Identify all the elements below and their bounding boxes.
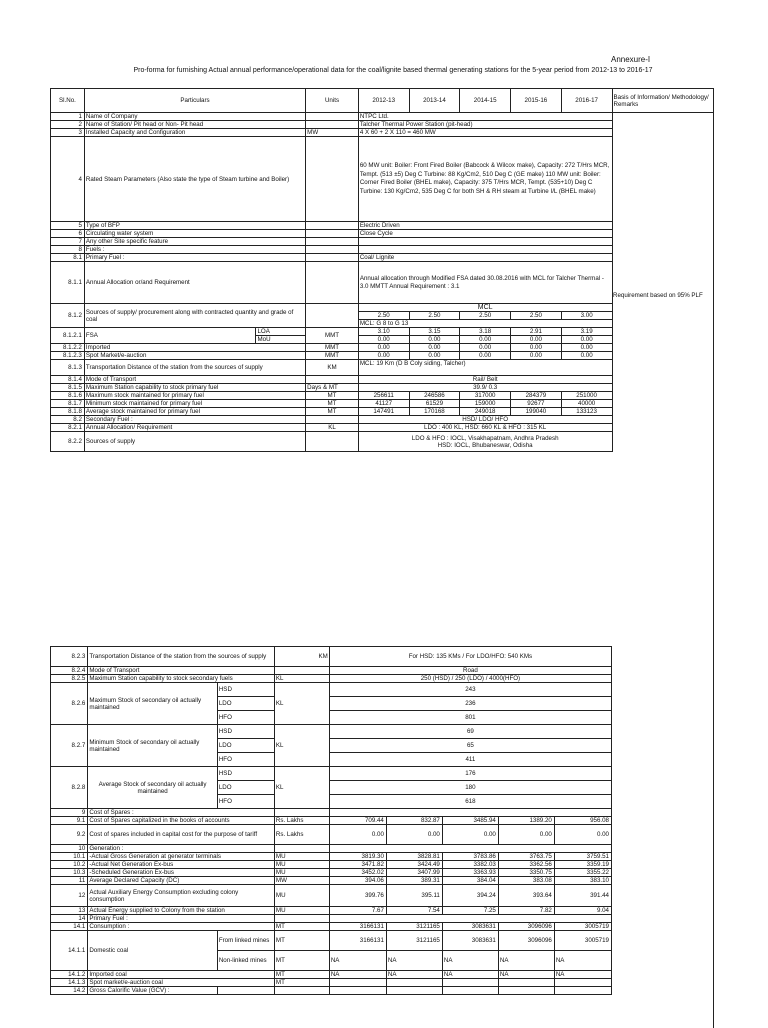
row-label: Primary Fuel :: [88, 915, 275, 923]
row-sl: 14: [51, 915, 88, 923]
cell: 40000: [561, 400, 612, 408]
row-unit: KM: [306, 360, 359, 376]
cell: 709.44: [329, 817, 386, 825]
cell: 3828.81: [386, 853, 442, 861]
row-sl: 8.1.7: [51, 400, 85, 408]
row-sl: 8.1.1: [51, 262, 85, 304]
sub-label: HFO: [217, 795, 274, 809]
cell: 395.11: [386, 885, 442, 907]
remark-requirement-basis: Requirement based on 95% PLF: [613, 292, 703, 299]
row-value: Rail/ Belt: [358, 376, 612, 384]
cell: 3363.93: [442, 869, 498, 877]
cell: 133123: [561, 408, 612, 416]
row-sl: 8.2.3: [51, 647, 88, 667]
sub-label: LDO: [217, 697, 274, 711]
row-value: Coal/ Lignite: [358, 254, 612, 262]
row-sl: 12: [51, 885, 88, 907]
row-label: Gross Calorific Value (GCV) :: [88, 987, 218, 995]
cell: 249018: [460, 408, 511, 416]
row-label: Domestic coal: [88, 931, 218, 971]
cell: 956.08: [554, 817, 611, 825]
cell: NA: [554, 951, 611, 971]
cell: 256611: [358, 392, 409, 400]
cell: 0.00: [511, 352, 562, 360]
cell: NA: [329, 951, 386, 971]
cell: 159000: [460, 400, 511, 408]
row-unit: [306, 262, 359, 304]
row-sl: 7: [51, 238, 85, 246]
row-label: Sources of supply: [84, 432, 305, 452]
row-unit: MU: [274, 853, 329, 861]
cell: 3355.22: [554, 869, 611, 877]
cell: NA: [498, 971, 554, 979]
row-value: NTPC Ltd.: [358, 113, 612, 121]
cell: 391.44: [554, 885, 611, 907]
row-sl: 1: [51, 113, 85, 121]
row-unit: [306, 137, 359, 222]
row-label: Secondary Fuel :: [84, 416, 305, 424]
cell: 170168: [409, 408, 460, 416]
header-year-4: 2015-16: [511, 89, 562, 113]
cell: 3350.75: [498, 869, 554, 877]
row-label: Maximum stock maintained for primary fuel: [84, 392, 305, 400]
row-label: Primary Fuel :: [84, 254, 305, 262]
row-unit: KL: [274, 683, 329, 725]
row-sl: 10.2: [51, 861, 88, 869]
row-label: Imported coal: [88, 971, 275, 979]
row-unit: [306, 238, 359, 246]
cell: 3166131: [329, 923, 386, 931]
cell: 1389.20: [498, 817, 554, 825]
row-value: 60 MW unit: Boiler: Front Fired Boiler (Babcock & Wilcox make), Capacity: 272 T/Hrs MCR, Tempt. (513 ±5) Deg C Turbine: 88 Kg/Cm2, 510 Deg C (GE make) 110 MW unit: Boiler: Corner Fired Boiler (BHEL make), Capacity: 375 T/Hrs MCR, Tempt. (535+10) Deg C Turbine: 130 Kg/Cm2, 535 Deg C for both SH & RH steam at Turbine I/L (BHEL make): [358, 137, 612, 222]
row-sl: 13: [51, 907, 88, 915]
cell: 3759.51: [554, 853, 611, 861]
row-label: Average Stock of secondary oil actually maintained: [88, 767, 218, 809]
cell: 3121165: [386, 931, 442, 951]
performance-table-part-2: [50, 646, 612, 995]
cell: 0.00: [409, 336, 460, 344]
row-sl: 2: [51, 121, 85, 129]
cell: 0.00: [554, 825, 611, 845]
row-sl: 11: [51, 877, 88, 885]
row-label: Transportation Distance of the station from the sources of supply: [84, 360, 305, 376]
cell: NA: [386, 971, 442, 979]
row-label: Minimum stock maintained for primary fuel: [84, 400, 305, 408]
cell: 3452.02: [329, 869, 386, 877]
cell: NA: [554, 971, 611, 979]
row-label: Average stock maintained for primary fuel: [84, 408, 305, 416]
row-label: -Actual Net Generation Ex-bus: [88, 861, 275, 869]
row-sl: 8.2.2: [51, 432, 85, 452]
cell: 389.31: [386, 877, 442, 885]
row-value: Annual allocation through Modified FSA dated 30.08.2016 with MCL for Talcher Thermal - 3.0 MMTT Annual Requirement : 3.1: [358, 262, 612, 304]
row-sl: 14.1.3: [51, 979, 88, 987]
cell: 394.24: [442, 885, 498, 907]
header-remarks: Basis of Information/ Methodology/ Remarks: [612, 89, 714, 113]
row-sl: 8.2.1: [51, 424, 85, 432]
row-label: Mode of Transport: [84, 376, 305, 384]
row-value: MCL: 19 Km (D B Coly siding, Talcher): [358, 360, 612, 376]
row-sl: 8.1.2.1: [51, 328, 85, 344]
row-label: -Scheduled Generation Ex-bus: [88, 869, 275, 877]
row-label: Mode of Transport: [88, 667, 275, 675]
row-label: Annual Allocation or/and Requirement: [84, 262, 305, 304]
cell: 394.06: [329, 877, 386, 885]
row-sl: 9: [51, 809, 88, 817]
cell: 3783.86: [442, 853, 498, 861]
cell: 3382.03: [442, 861, 498, 869]
cell: NA: [498, 951, 554, 971]
row-unit: KL: [274, 767, 329, 809]
row-label: Circulating water system: [84, 230, 305, 238]
row-value: For HSD: 135 KMs / For LDO/HFO: 540 KMs: [329, 647, 611, 667]
row-unit: [306, 254, 359, 262]
row-sl: 8.1.4: [51, 376, 85, 384]
row-sl: 9.2: [51, 825, 88, 845]
sub-label: LDO: [217, 781, 274, 795]
row-sl: 14.1: [51, 923, 88, 931]
row-sl: 4: [51, 137, 85, 222]
row-unit: MU: [274, 861, 329, 869]
cell: 0.00: [358, 352, 409, 360]
cell: 7.82: [498, 907, 554, 915]
row-label: Cost of spares included in capital cost for the purpose of tariff: [88, 825, 275, 845]
row-sl: 10: [51, 845, 88, 853]
cell: 411: [329, 753, 611, 767]
cell: 2.50: [409, 312, 460, 320]
row-label: Imported: [84, 344, 305, 352]
row-label: Fuels :: [84, 246, 305, 254]
sub-label: HSD: [217, 767, 274, 781]
row-sl: 14.1.1: [51, 931, 88, 971]
cell: 0.00: [460, 336, 511, 344]
row-unit: KM: [274, 647, 329, 667]
row-unit: MT: [274, 923, 329, 931]
performance-table-part-1: [50, 88, 714, 452]
row-label: Consumption :: [88, 923, 275, 931]
row-label: Spot Market/e-auction: [84, 352, 305, 360]
cell: 3083631: [442, 931, 498, 951]
sub-label: LOA: [256, 328, 306, 336]
row-label: Name of Station/ Pit head or Non- Pit head: [84, 121, 305, 129]
row-sl: 14.1.2: [51, 971, 88, 979]
cell: 317000: [460, 392, 511, 400]
row-unit: MT: [306, 400, 359, 408]
row-label: Transportation Distance of the station from the sources of supply: [88, 647, 275, 667]
cell: 3.10: [358, 328, 409, 336]
row-value: [358, 238, 612, 246]
cell: 3.19: [561, 328, 612, 336]
row-unit: [306, 416, 359, 424]
cell: 3763.75: [498, 853, 554, 861]
cell: NA: [442, 971, 498, 979]
row-unit: MMT: [306, 328, 359, 344]
row-unit: [306, 376, 359, 384]
sub-label: HSD: [217, 683, 274, 697]
row-unit: MMT: [306, 352, 359, 360]
row-value: Electric Driven: [358, 222, 612, 230]
row-label: Any other Site specific feature: [84, 238, 305, 246]
row-value: 250 (HSD) / 250 (LDO) / 4000(HFO): [329, 675, 611, 683]
cell: 7.54: [386, 907, 442, 915]
header-units: Units: [306, 89, 359, 113]
row-label: Spot market/e-auction coal: [88, 979, 275, 987]
row-label: Type of BFP: [84, 222, 305, 230]
cell: 0.00: [460, 352, 511, 360]
cell: 147491: [358, 408, 409, 416]
cell: 180: [329, 781, 611, 795]
row-unit: [306, 121, 359, 129]
row-unit: MU: [274, 885, 329, 907]
row-label: Generation :: [88, 845, 275, 853]
row-value: Talcher Thermal Power Station (pit-head): [358, 121, 612, 129]
cell: 3005719: [554, 923, 611, 931]
row-label: Name of Company: [84, 113, 305, 121]
cell: NA: [329, 971, 386, 979]
cell: 383.08: [498, 877, 554, 885]
row-sl: 14.2: [51, 987, 88, 995]
cell: 399.76: [329, 885, 386, 907]
cell: 0.00: [511, 344, 562, 352]
row-unit: KL: [306, 424, 359, 432]
row-sl: 10.1: [51, 853, 88, 861]
cell: 0.00: [409, 352, 460, 360]
row-sl: 10.3: [51, 869, 88, 877]
document-title: Pro-forma for furnishing Actual annual performance/operational data for the coal/lignite based thermal generating stations for the 5-year period from 2012-13 to 2016-17: [133, 67, 653, 74]
header-year-2: 2013-14: [409, 89, 460, 113]
header-year-3: 2014-15: [460, 89, 511, 113]
row-unit: Rs. Lakhs: [274, 817, 329, 825]
row-unit: [274, 667, 329, 675]
row-sl: 8.2.5: [51, 675, 88, 683]
row-unit: Days & MT: [306, 384, 359, 392]
row-unit: MMT: [306, 344, 359, 352]
row-sl: 8.2: [51, 416, 85, 424]
cell: 3096096: [498, 931, 554, 951]
supplier-mcl: MCL: [358, 304, 612, 312]
row-sl: 6: [51, 230, 85, 238]
cell: 3424.49: [386, 861, 442, 869]
row-sl: 8.2.6: [51, 683, 88, 725]
annexure-label: Annexure-I: [611, 55, 651, 64]
row-sl: 3: [51, 129, 85, 137]
cell: 393.64: [498, 885, 554, 907]
cell: 3362.56: [498, 861, 554, 869]
cell: 618: [329, 795, 611, 809]
cell: 3005719: [554, 931, 611, 951]
header-year-5: 2016-17: [561, 89, 612, 113]
row-value: [358, 246, 612, 254]
cell: 383.10: [554, 877, 611, 885]
row-unit: MT: [274, 971, 329, 979]
row-sl: 8.1.6: [51, 392, 85, 400]
row-unit: MT: [306, 408, 359, 416]
row-label: Average Declared Capacity (DC): [88, 877, 275, 885]
cell: 3.15: [409, 328, 460, 336]
row-sl: 8.1.3: [51, 360, 85, 376]
row-unit: MT: [306, 392, 359, 400]
cell: 236: [329, 697, 611, 711]
row-sl: 8.2.4: [51, 667, 88, 675]
cell: 0.00: [358, 344, 409, 352]
cell: 3096096: [498, 923, 554, 931]
cell: NA: [386, 951, 442, 971]
row-label: Cost of Spares capitalized in the books of accounts: [88, 817, 275, 825]
coal-grade: MCL: G 8 to G 13: [358, 320, 612, 328]
cell: 61529: [409, 400, 460, 408]
cell: 0.00: [561, 336, 612, 344]
cell: 284379: [511, 392, 562, 400]
row-label: Cost of Spares :: [88, 809, 275, 817]
row-value: HSD/ LDO/ HFO: [358, 416, 612, 424]
row-label: Annual Allocation/ Requirement: [84, 424, 305, 432]
row-sl: 5: [51, 222, 85, 230]
row-unit: KL: [274, 725, 329, 767]
row-sl: 8.2.7: [51, 725, 88, 767]
row-label: FSA: [84, 328, 256, 344]
row-unit: [306, 432, 359, 452]
row-unit: MT: [274, 951, 329, 971]
row-unit: [306, 246, 359, 254]
cell: 801: [329, 711, 611, 725]
cell: 3121165: [386, 923, 442, 931]
row-label: Rated Steam Parameters (Also state the type of Steam turbine and Boiler): [84, 137, 305, 222]
cell: 2.91: [511, 328, 562, 336]
row-sl: 8.1.2: [51, 304, 85, 328]
row-value: LDO : 400 KL, HSD: 660 KL & HFO : 315 KL: [358, 424, 612, 432]
sub-label: HFO: [217, 711, 274, 725]
cell: 384.04: [442, 877, 498, 885]
row-label: Actual Auxiliary Energy Consumption excluding colony consumption: [88, 885, 275, 907]
row-label: Maximum Station capability to stock primary fuel: [84, 384, 305, 392]
sub-label: From linked mines: [217, 931, 274, 951]
cell: 3485.94: [442, 817, 498, 825]
row-label: Actual Energy supplied to Colony from the station: [88, 907, 275, 915]
cell: 7.67: [329, 907, 386, 915]
cell: 41127: [358, 400, 409, 408]
secondary-source-ldo-hfo: LDO & HFO : IOCL, Visakhapatnam, Andhra Pradesh: [411, 434, 559, 442]
row-unit: [306, 222, 359, 230]
cell: 251000: [561, 392, 612, 400]
row-unit: KL: [274, 675, 329, 683]
row-label: Installed Capacity and Configuration: [84, 129, 305, 137]
sub-label: HSD: [217, 725, 274, 739]
row-sl: 8.1.2.2: [51, 344, 85, 352]
cell: 0.00: [442, 825, 498, 845]
sub-label: HFO: [217, 753, 274, 767]
row-sl: 8.1: [51, 254, 85, 262]
cell: 9.04: [554, 907, 611, 915]
cell: 7.25: [442, 907, 498, 915]
row-sl: 8.1.5: [51, 384, 85, 392]
cell: 0.00: [511, 336, 562, 344]
sub-label: LDO: [217, 739, 274, 753]
row-unit: MT: [274, 931, 329, 951]
cell: 2.50: [511, 312, 562, 320]
row-unit: MW: [274, 877, 329, 885]
row-sl: 8.2.8: [51, 767, 88, 809]
cell: 3.00: [561, 312, 612, 320]
cell: 2.50: [358, 312, 409, 320]
row-label: Sources of supply/ procurement along with contracted quantity and grade of coal: [84, 304, 305, 328]
cell: 832.87: [386, 817, 442, 825]
cell: 3359.19: [554, 861, 611, 869]
row-unit: MU: [274, 907, 329, 915]
cell: 0.00: [358, 336, 409, 344]
row-unit: MT: [274, 979, 329, 987]
header-year-1: 2012-13: [358, 89, 409, 113]
row-sl: 8.1.2.3: [51, 352, 85, 360]
cell: 3166131: [329, 931, 386, 951]
row-value: Road: [329, 667, 611, 675]
cell: 0.00: [409, 344, 460, 352]
row-value: Close Cycle: [358, 230, 612, 238]
cell: 0.00: [561, 344, 612, 352]
cell: 65: [329, 739, 611, 753]
row-unit: MW: [306, 129, 359, 137]
cell: 92677: [511, 400, 562, 408]
row-value: 39.9/ 0.3: [358, 384, 612, 392]
row-label: -Actual Gross Generation at generator terminals: [88, 853, 275, 861]
row-unit: [306, 230, 359, 238]
cell: 0.00: [460, 344, 511, 352]
row-sl: 9.1: [51, 817, 88, 825]
row-value: 4 X 60 + 2 X 110 = 460 MW: [358, 129, 612, 137]
cell: 3471.82: [329, 861, 386, 869]
cell: 199040: [511, 408, 562, 416]
header-particulars: Particulars: [84, 89, 305, 113]
sub-label: MoU: [256, 336, 306, 344]
cell: 3.18: [460, 328, 511, 336]
cell: 0.00: [561, 352, 612, 360]
cell: 243: [329, 683, 611, 697]
cell: 3407.99: [386, 869, 442, 877]
cell: 0.00: [329, 825, 386, 845]
row-label: Minimum Stock of secondary oil actually maintained: [88, 725, 218, 767]
sub-label: Non-linked mines: [217, 951, 274, 971]
cell: 3819.30: [329, 853, 386, 861]
cell: 69: [329, 725, 611, 739]
cell: 176: [329, 767, 611, 781]
cell: 2.50: [460, 312, 511, 320]
row-unit: [306, 113, 359, 121]
row-value: [358, 432, 612, 452]
cell: 246586: [409, 392, 460, 400]
row-sl: 8.1.8: [51, 408, 85, 416]
cell: 0.00: [498, 825, 554, 845]
cell: 0.00: [386, 825, 442, 845]
row-unit: Rs. Lakhs: [274, 825, 329, 845]
row-label: Maximum Stock of secondary oil actually maintained: [88, 683, 218, 725]
row-sl: 8: [51, 246, 85, 254]
row-unit: MU: [274, 869, 329, 877]
cell: NA: [442, 951, 498, 971]
cell: 3083631: [442, 923, 498, 931]
header-slno: Sl.No.: [51, 89, 85, 113]
secondary-source-hsd: HSD: IOCL, Bhubaneswar, Odisha: [437, 441, 533, 449]
row-label: Maximum Station capability to stock secondary fuels: [88, 675, 275, 683]
